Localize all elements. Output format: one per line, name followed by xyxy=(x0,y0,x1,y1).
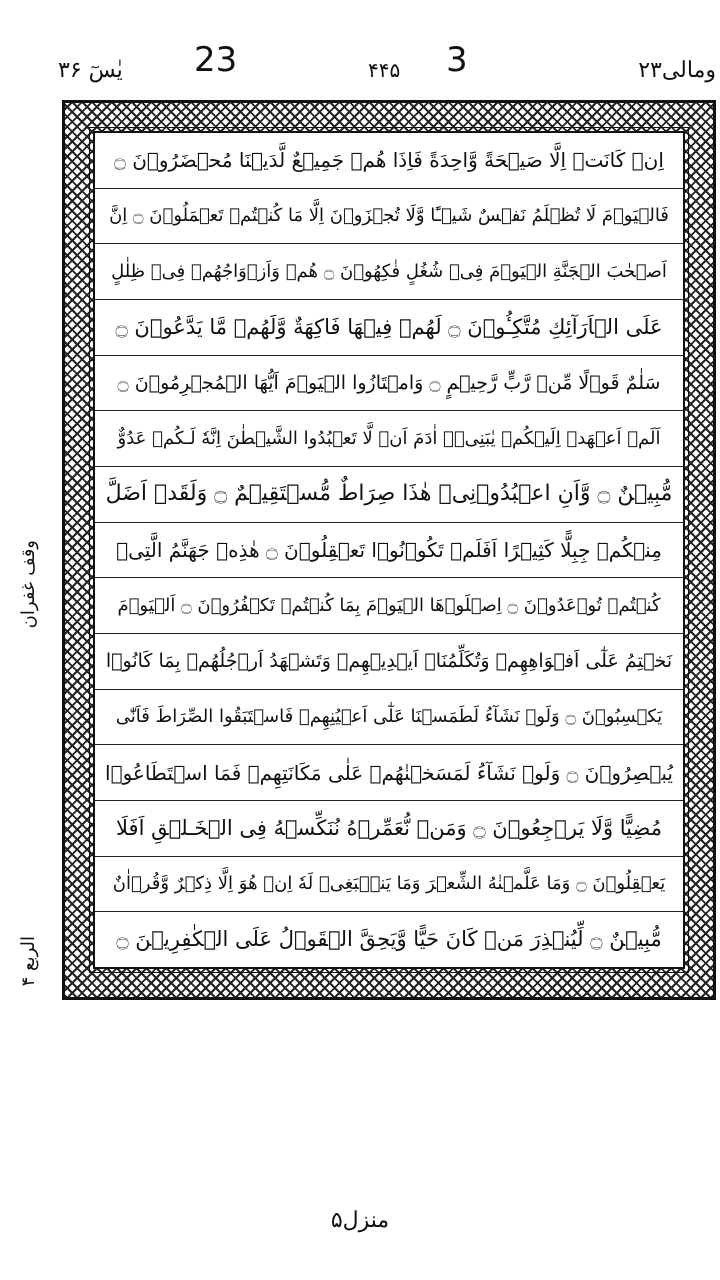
verse-line: فَالۡيَوۡمَ لَا تُظۡلَمُ نَفۡسٌ شَيۡـًٔا وَّلَا تُجۡزَوۡنَ اِلَّا مَا كُنۡتُمۡ تَعۡمَلُوۡنَ ۝ اِنَّ xyxy=(95,189,683,245)
verse-line: مِنۡكُمۡ جِبِلًّا كَثِيۡرًا اَفَلَمۡ تَكُوۡنُوۡا تَعۡقِلُوۡنَ ۝ هٰذِهٖ جَهَنَّمُ الَّتِىۡ xyxy=(95,523,683,579)
verse-line: سَلٰمٌ قَوۡلًا مِّنۡ رَّبٍّ رَّحِيۡمٍ ۝ وَامۡتَازُوا الۡيَوۡمَ اَيُّهَا الۡمُجۡرِمُوۡنَ ۝ xyxy=(95,356,683,412)
verse-line: مُّبِيۡنٌ ۝ لِّيُنۡذِرَ مَنۡ كَانَ حَيًّا وَّيَحِقَّ الۡقَوۡلُ عَلَى الۡكٰفِرِيۡنَ ۝ xyxy=(116,927,662,952)
manzil-label: منزل۵ xyxy=(330,1208,390,1233)
verse-line: اَلَمۡ اَعۡهَدۡ اِلَيۡكُمۡ يٰبَنِىۡۤ اٰدَمَ اَنۡ لَّا تَعۡبُدُوا الشَّيۡطٰنَ اِنَّهٗ لَـكُمۡ عَدُوٌّ xyxy=(95,411,683,467)
page-number: 23 xyxy=(194,40,238,80)
verse-line: يُبۡصِرُوۡنَ ۝ وَلَوۡ نَشَآءُ لَمَسَخۡنٰهُمۡ عَلٰى مَكَانَتِهِمۡ فَمَا اسۡتَطَاعُوۡا xyxy=(95,745,683,801)
decorative-frame xyxy=(62,100,716,1000)
page-header xyxy=(0,40,720,90)
verse-line: يَكۡسِبُوۡنَ ۝ وَلَوۡ نَشَآءُ لَطَمَسۡنَا عَلٰٓى اَعۡيُنِهِمۡ فَاسۡتَبَقُوا الصِّرَاطَ فَاَنّٰى xyxy=(95,690,683,746)
verse-line: نَخۡتِمُ عَلٰٓى اَفۡوَاهِهِمۡ وَتُكَلِّمُنَاۤ اَيۡدِيۡهِمۡ وَتَشۡهَدُ اَرۡجُلُهُمۡ بِمَا كَانُوۡا xyxy=(95,634,683,690)
surah-label: یٰسٓ ۳۶ xyxy=(58,58,123,83)
verse-line: كُنۡتُمۡ تُوۡعَدُوۡنَ ۝ اِصۡلَوۡهَا الۡيَوۡمَ بِمَا كُنۡتُمۡ تَكۡفُرُوۡنَ ۝ اَلۡيَوۡمَ xyxy=(95,578,683,634)
margin-note-rub: الربع ۴ xyxy=(18,936,39,987)
verse-line: اَصۡحٰبَ الۡجَنَّةِ الۡيَوۡمَ فِىۡ شُغُلٍ فٰكِهُوۡنَ ۝ هُمۡ وَاَزۡوَاجُهُمۡ فِىۡ ظِلٰلٍ xyxy=(95,244,683,300)
page-number-arabic: ۴۴۵ xyxy=(368,58,401,82)
verse-line: مُضِيًّا وَّلَا يَرۡجِعُوۡنَ ۝ وَمَنۡ نُّعَمِّرۡهُ نُنَكِّسۡهُ فِى الۡخَـلۡقِ اَفَلَا xyxy=(95,801,683,857)
text-area xyxy=(93,131,685,969)
verse-lines xyxy=(95,133,683,967)
verse-line: مُّبِيۡنٌ ۝ وَّاَنِ اعۡبُدُوۡنِىۡ هٰذَا صِرَاطٌ مُّسۡتَقِيۡمٌ ۝ وَلَقَدۡ اَضَلَّ xyxy=(95,467,683,523)
margin-note-waqf: وقف غفران xyxy=(18,540,39,629)
verse-line: اِنۡ كَانَتۡ اِلَّا صَيۡحَةً وَّاحِدَةً فَاِذَا هُمۡ جَمِيۡعٌ لَّدَيۡنَا مُحۡضَرُوۡنَ ۝ xyxy=(95,133,683,189)
juz-label: ومالی۲۳ xyxy=(638,58,716,83)
juz-number: 3 xyxy=(446,40,468,80)
verse-line: يَعۡقِلُوۡنَ ۝ وَمَا عَلَّمۡنٰهُ الشِّعۡرَ وَمَا يَنۡۢبَغِىۡ لَهٗ اِنۡ هُوَ اِلَّا ذِكۡرٌ وَّقُرۡاٰنٌ xyxy=(95,857,683,913)
verse-line: عَلَى الۡاَرَآئِكِ مُتَّكِـُٔوۡنَ ۝ لَهُمۡ فِيۡهَا فَاكِهَةٌ وَّلَهُمۡ مَّا يَدَّعُوۡنَ ۝ xyxy=(95,300,683,356)
